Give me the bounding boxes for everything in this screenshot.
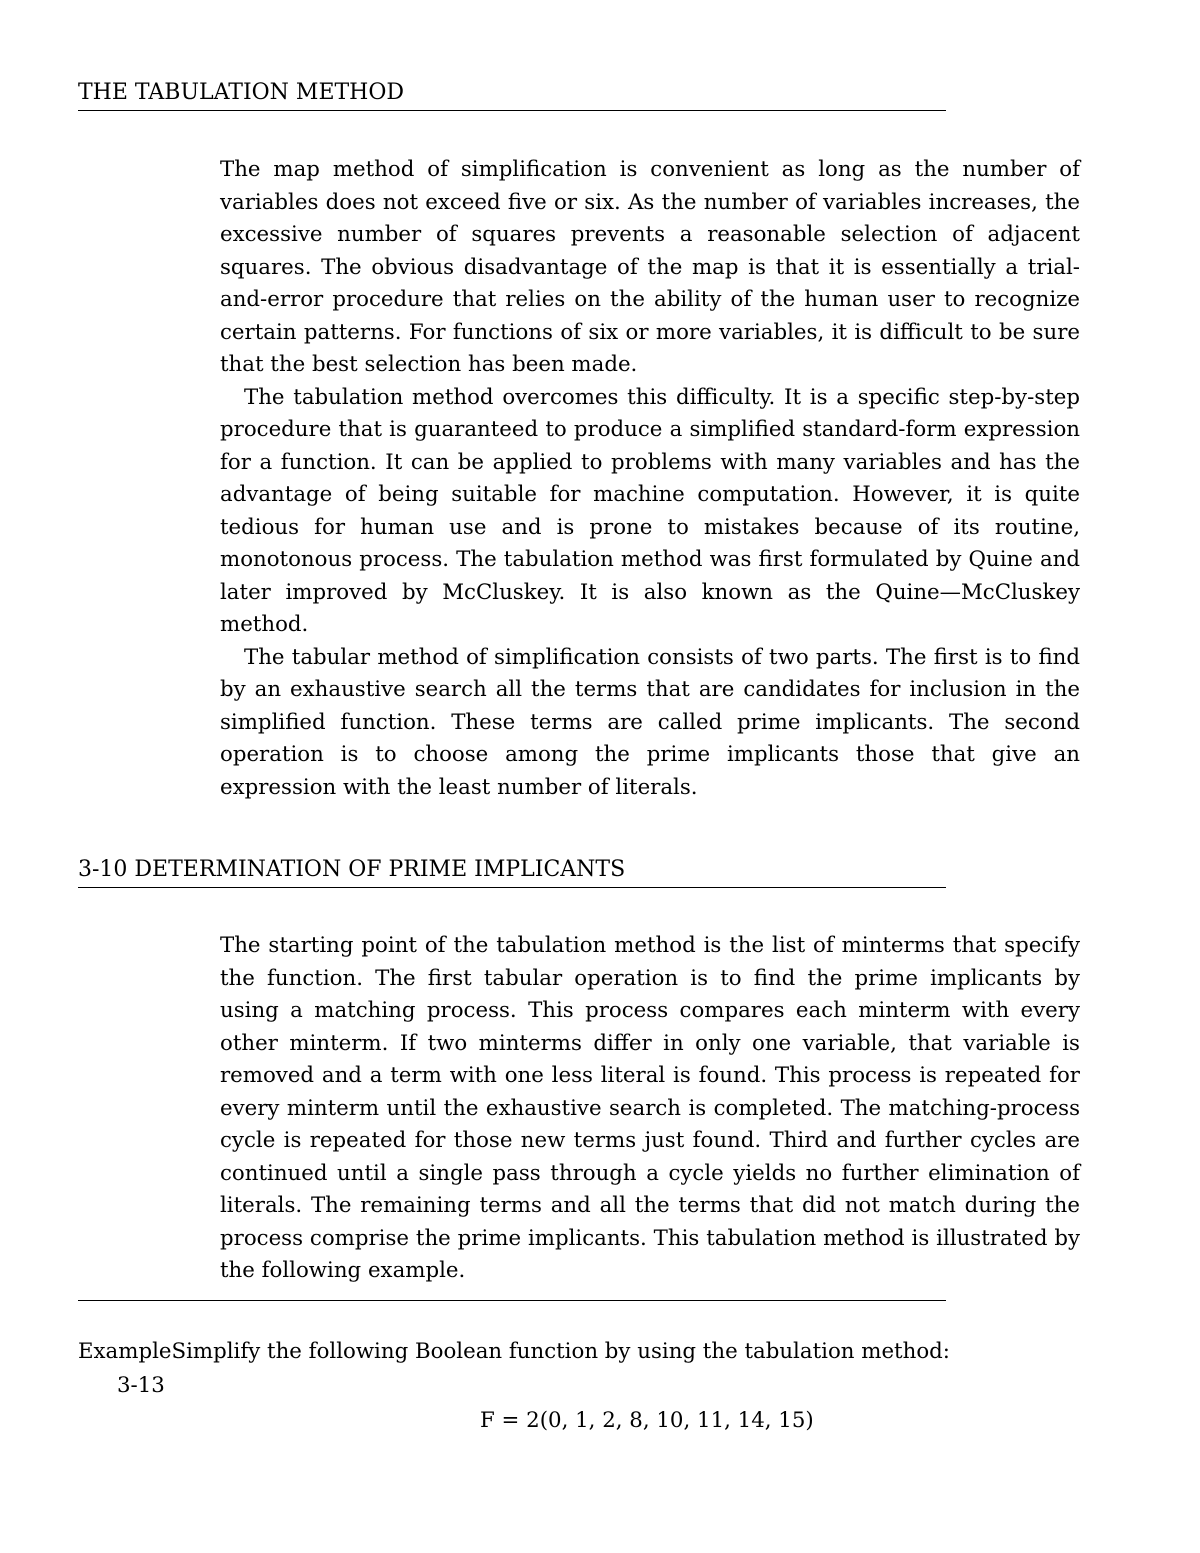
section-heading-prime-implicants: 3-10 DETERMINATION OF PRIME IMPLICANTS	[78, 857, 946, 888]
boolean-function-equation: F = 2(0, 1, 2, 8, 10, 11, 14, 15)	[480, 1408, 814, 1433]
section-1-body	[220, 154, 1080, 804]
paragraph-tabulation-overcomes: The tabulation method overcomes this difficulty. It is a specific step-by-step procedure that is guaranteed to produce a simplified standard-form expression for a function. It can be applied to problems with many variables and has the advantage of being suitable for machine computation. However, it is quite tedious for human use and is prone to mistakes because of its routine, monotonous process. The tabulation method was first formulated by Quine and later improved by McCluskey. It is also known as the Quine—McCluskey method.	[220, 384, 1080, 637]
paragraph-starting-point: The starting point of the tabulation method is the list of minterms that specify the function. The first tabular operation is to find the prime implicants by using a matching process. This process compares each minterm with every other minterm. If two minterms differ in only one variable, that variable is removed and a term with one less literal is found. This process is repeated for every minterm until the exhaustive search is completed. The matching-process cycle is repeated for those new terms just found. Third and further cycles are continued until a single pass through a cycle yields no further elimination of literals. The remaining terms and all the terms that did not match during the process comprise the prime implicants. This tabulation method is illustrated by the following example.	[220, 933, 1080, 1283]
paragraph-map-method: The map method of simplification is convenient as long as the number of variables does not exceed five or six. As the number of variables increases, the excessive number of squares prevents a reasonable selection of adjacent squares. The obvious disadvantage of the map is that it is essentially a trial-and-error procedure that relies on the ability of the human user to recognize certain patterns. For functions of six or more variables, it is difficult to be sure that the best selection has been made.	[220, 157, 1080, 377]
example-label: Example	[78, 1339, 172, 1364]
section-2-body	[220, 930, 1080, 1288]
horizontal-divider	[78, 1300, 946, 1301]
section-heading-tabulation-method: THE TABULATION METHOD	[78, 80, 946, 111]
example-number: 3-13	[117, 1373, 165, 1398]
paragraph-two-parts: The tabular method of simplification consists of two parts. The first is to find by an exhaustive search all the terms that are candidates for inclusion in the simplified function. These terms are called prime implicants. The second operation is to choose among the prime implicants those that give an expression with the least number of literals.	[220, 644, 1080, 800]
example-statement	[78, 1336, 950, 1368]
example-text: Simplify the following Boolean function by using the tabulation method:	[171, 1339, 950, 1364]
